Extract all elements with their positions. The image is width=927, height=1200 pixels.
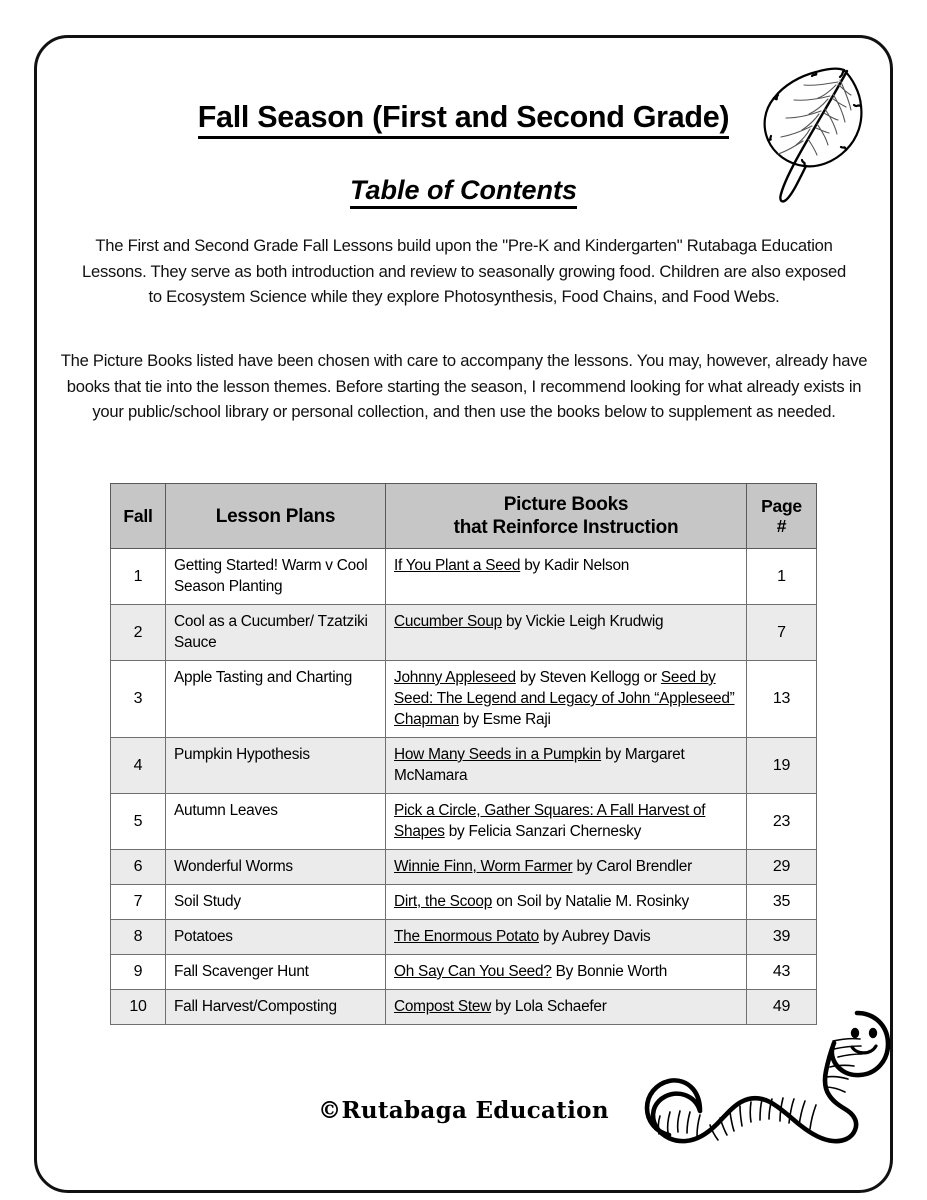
cell-fall-number: 9 [111, 955, 166, 990]
column-header-lesson-plans: Lesson Plans [166, 484, 386, 549]
book-title-secondary: Seed by Seed: The Legend and Legacy of John “Appleseed” Chapman [394, 669, 735, 728]
cell-fall-number: 2 [111, 605, 166, 661]
table-row [111, 794, 817, 850]
page-line1: Page [761, 496, 802, 516]
cell-page-number: 39 [747, 920, 817, 955]
intro-paragraph: The First and Second Grade Fall Lessons build upon the "Pre-K and Kindergarten" Rutabaga Education Lessons. They serve as both introduction and review to seasonally growing food. Children are also exposed to Ecosystem Science while they explore Photosynthesis, Food Chains, and Food Webs. [82, 236, 846, 306]
cell-page-number: 43 [747, 955, 817, 990]
cell-page-number: 23 [747, 794, 817, 850]
cell-lesson-plan: Apple Tasting and Charting [166, 661, 386, 738]
cell-lesson-plan: Getting Started! Warm v Cool Season Planting [166, 549, 386, 605]
book-author: by Aubrey Davis [538, 928, 651, 945]
cell-page-number: 49 [747, 990, 817, 1025]
table-row [111, 605, 817, 661]
worm-icon [612, 1005, 902, 1155]
book-author: by Kadir Nelson [520, 557, 630, 574]
cell-page-number: 13 [747, 661, 817, 738]
book-author: by Carol Brendler [572, 858, 692, 875]
cell-page-number: 1 [747, 549, 817, 605]
cell-picture-book [386, 661, 747, 738]
table-row [111, 850, 817, 885]
book-author: by Lola Schaefer [491, 998, 607, 1015]
book-title: Cucumber Soup [394, 613, 502, 630]
footer-copyright: ©Rutabaga Education [318, 1097, 609, 1124]
cell-page-number: 7 [747, 605, 817, 661]
column-header-picture-books [386, 484, 747, 549]
cell-picture-book [386, 955, 747, 990]
table-row [111, 661, 817, 738]
cell-lesson-plan: Potatoes [166, 920, 386, 955]
cell-fall-number: 10 [111, 990, 166, 1025]
cell-page-number: 35 [747, 885, 817, 920]
cell-picture-book [386, 885, 747, 920]
cell-picture-book [386, 850, 747, 885]
cell-page-number: 29 [747, 850, 817, 885]
cell-lesson-plan: Pumpkin Hypothesis [166, 738, 386, 794]
cell-lesson-plan: Fall Harvest/Composting [166, 990, 386, 1025]
page-title-text: Fall Season (First and Second Grade) [198, 101, 730, 139]
column-header-fall: Fall [111, 484, 166, 549]
cell-fall-number: 7 [111, 885, 166, 920]
book-title: The Enormous Potato [394, 928, 539, 945]
book-title: Winnie Finn, Worm Farmer [394, 858, 573, 875]
book-author: on Soil by Natalie M. Rosinky [492, 893, 689, 910]
table-header-row [111, 484, 817, 549]
leaf-icon [748, 58, 880, 208]
cell-fall-number: 5 [111, 794, 166, 850]
book-title: If You Plant a Seed [394, 557, 521, 574]
cell-page-number: 19 [747, 738, 817, 794]
cell-fall-number: 6 [111, 850, 166, 885]
cell-fall-number: 4 [111, 738, 166, 794]
cell-fall-number: 1 [111, 549, 166, 605]
picture-books-line2: that Reinforce Instruction [453, 517, 679, 538]
book-title: Compost Stew [394, 998, 492, 1015]
column-header-page [747, 484, 817, 549]
book-author: by Vickie Leigh Krudwig [501, 613, 664, 630]
book-author: by Felicia Sanzari Chernesky [444, 823, 642, 840]
cell-lesson-plan: Fall Scavenger Hunt [166, 955, 386, 990]
book-title: Johnny Appleseed [394, 669, 516, 686]
cell-picture-book [386, 549, 747, 605]
book-title: Pick a Circle, Gather Squares: A Fall Harvest of Shapes [394, 802, 706, 840]
cell-lesson-plan: Autumn Leaves [166, 794, 386, 850]
book-title: Dirt, the Scoop [394, 893, 493, 910]
table-row [111, 549, 817, 605]
table-row [111, 955, 817, 990]
cell-lesson-plan: Soil Study [166, 885, 386, 920]
book-author: By Bonnie Worth [551, 963, 668, 980]
cell-picture-book [386, 605, 747, 661]
table-body [111, 549, 817, 1025]
page-subtitle-text: Table of Contents [350, 176, 577, 209]
book-title: How Many Seeds in a Pumpkin [394, 746, 602, 763]
cell-lesson-plan: Wonderful Worms [166, 850, 386, 885]
table-row [111, 738, 817, 794]
cell-lesson-plan: Cool as a Cucumber/ Tzatziki Sauce [166, 605, 386, 661]
page-line2: # [776, 516, 787, 536]
table-row [111, 920, 817, 955]
picture-books-line1: Picture Books [503, 494, 629, 515]
book-title: Oh Say Can You Seed? [394, 963, 552, 980]
book-connector: by Steven Kellogg or [515, 669, 661, 686]
book-author: by Margaret McNamara [394, 746, 685, 784]
cell-picture-book [386, 738, 747, 794]
book-author: by Esme Raji [458, 711, 551, 728]
cell-picture-book [386, 794, 747, 850]
cell-fall-number: 3 [111, 661, 166, 738]
cell-picture-book [386, 920, 747, 955]
books-paragraph: The Picture Books listed have been chosen with care to accompany the lessons. You may, however, already have books that tie into the lesson themes. Before starting the season, I recommend looking for what already exists in your public/school library or personal collection, and then use the books below to supplement as needed. [60, 351, 868, 421]
table-of-contents [110, 483, 817, 1025]
cell-fall-number: 8 [111, 920, 166, 955]
table-row [111, 885, 817, 920]
